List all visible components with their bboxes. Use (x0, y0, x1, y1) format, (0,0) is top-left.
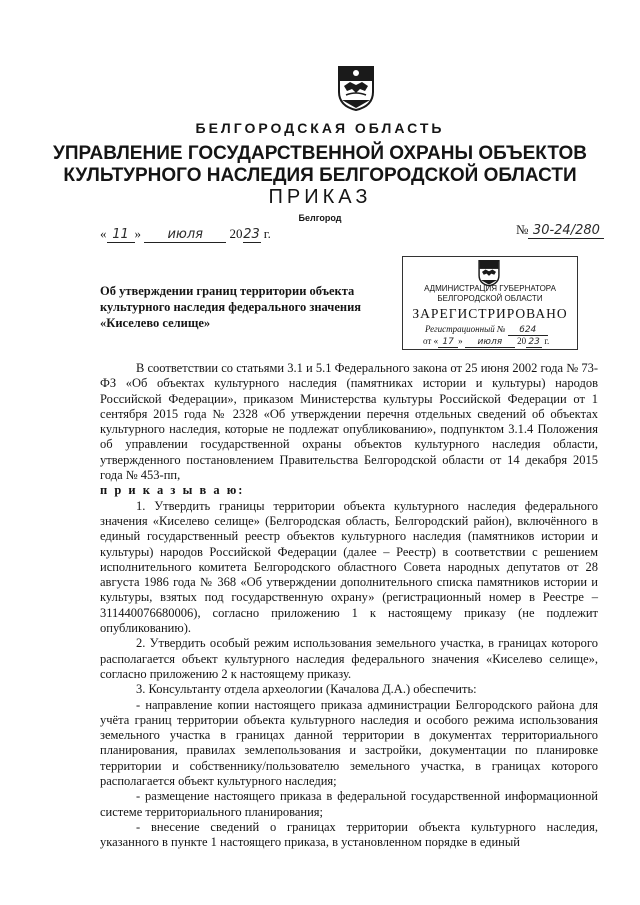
clause-3-item-c: - внесение сведений о границах территории объекта культурного наследия, указанного в пункте 1 настоящего приказа, в установленном порядке в единый (100, 819, 598, 850)
preamble-paragraph: В соответствии со статьями 3.1 и 5.1 Федерального закона от 25 июня 2002 года № 73-ФЗ «Об объектах культурного наследия (памятниках истории и культуры) народов Российской Федерации», приказом Министерства культуры Российской Федерации от 1 сентября 2015 года № 2328 «Об утверждении перечня отдельных сведений об объектах культурного наследия, которые не подлежат опубликованию», подпунктом 3.1.4 Положения об управлении государственной охраны объектов культурного наследия области, утвержденного постановлением Правительства Белгородской области от 14 декабря 2015 года № 453-пп, (100, 361, 598, 483)
stamp-coat-of-arms-icon (477, 259, 501, 287)
stamp-date-day: 17 (438, 337, 458, 348)
clause-1: 1. Утвердить границы территории объекта культурного наследия федерального значения «Киселево селище» (Белгородская область, Белгородский район), включённого в единый государственный реестр объектов культурного наследия (памятников истории и культуры) народов Российской Федерации (далее – Реестр) в соответствии с решением исполнительного комитета Белгородского областного Совета народных депутатов от 28 августа 1986 года № 368 «Об утверждении дополнительного списка памятников истории и культуры, взятых под государственную охрану» (регистрационный номер в Реестре – 311440076680006), согласно приложению 1 к настоящему приказу (не подлежит опубликованию). (100, 498, 598, 636)
clause-3-item-b: - размещение настоящего приказа в федеральной государственной информационной системе территориального планирования; (100, 789, 598, 819)
registration-stamp (402, 256, 578, 350)
belgorod-coat-of-arms-icon (336, 64, 376, 112)
document-type-title: ПРИКАЗ (268, 186, 372, 208)
stamp-date-close-quote: » (458, 336, 463, 346)
date-year-prefix: 20 (229, 226, 243, 241)
department-name-line2: КУЛЬТУРНОГО НАСЛЕДИЯ БЕЛГОРОДСКОЙ ОБЛАСТИ (63, 165, 577, 186)
date-month: июля (144, 227, 226, 243)
issue-city: Белгород (298, 213, 342, 223)
order-number (516, 222, 604, 239)
date-close-quote: » (134, 226, 141, 241)
stamp-registration-date (423, 336, 549, 348)
stamp-date-year-unit: г. (544, 336, 550, 346)
stamp-registered-label: ЗАРЕГИСТРИРОВАНО (412, 306, 568, 321)
date-year-unit: г. (263, 226, 271, 241)
date-day: 11 (107, 227, 135, 243)
order-number-value: 30-24/280 (528, 223, 604, 239)
order-date (100, 226, 271, 243)
clause-2: 2. Утвердить особый режим использования земельного участка, в границах которого располагается объект культурного наследия федерального значения «Киселево селище», согласно приложению 2 к настоящему приказу. (100, 636, 598, 681)
stamp-date-year-suffix: 23 (526, 337, 542, 348)
stamp-date-prefix: от « (423, 336, 439, 346)
stamp-date-year-prefix: 20 (517, 336, 527, 346)
stamp-authority-line1: АДМИНИСТРАЦИЯ ГУБЕРНАТОРА (424, 284, 556, 293)
stamp-registration-number (425, 324, 548, 336)
stamp-date-month: июля (465, 337, 515, 348)
clause-3-item-a: - направление копии настоящего приказа администрации Белгородского района для учёта границ территории объекта культурного наследия и особого режима использования земельного участка в границах данной территории в документах территориального планирования, правилах землепользования и застройки, документации по планировке территории и собственнику/пользователю земельного участка, в границах которого располагается объект культурного наследия; (100, 697, 598, 789)
clause-3: 3. Консультанту отдела археологии (Качалова Д.А.) обеспечить: (136, 682, 477, 697)
number-sign: № (516, 222, 529, 237)
date-open-quote: « (100, 226, 107, 241)
stamp-reg-label: Регистрационный № (425, 324, 506, 334)
stamp-authority-line2: БЕЛГОРОДСКОЙ ОБЛАСТИ (437, 294, 543, 303)
region-name: БЕЛГОРОДСКАЯ ОБЛАСТЬ (195, 120, 445, 136)
date-year-suffix: 23 (243, 227, 260, 242)
stamp-reg-number-value: 624 (508, 325, 548, 336)
order-body (100, 361, 598, 851)
order-word: п р и к а з ы в а ю: (100, 483, 245, 498)
department-name-line1: УПРАВЛЕНИЕ ГОСУДАРСТВЕННОЙ ОХРАНЫ ОБЪЕКТОВ (53, 143, 587, 164)
order-subject: Об утверждении границ территории объекта культурного наследия федерального значения «Киселево селище» (100, 284, 362, 330)
